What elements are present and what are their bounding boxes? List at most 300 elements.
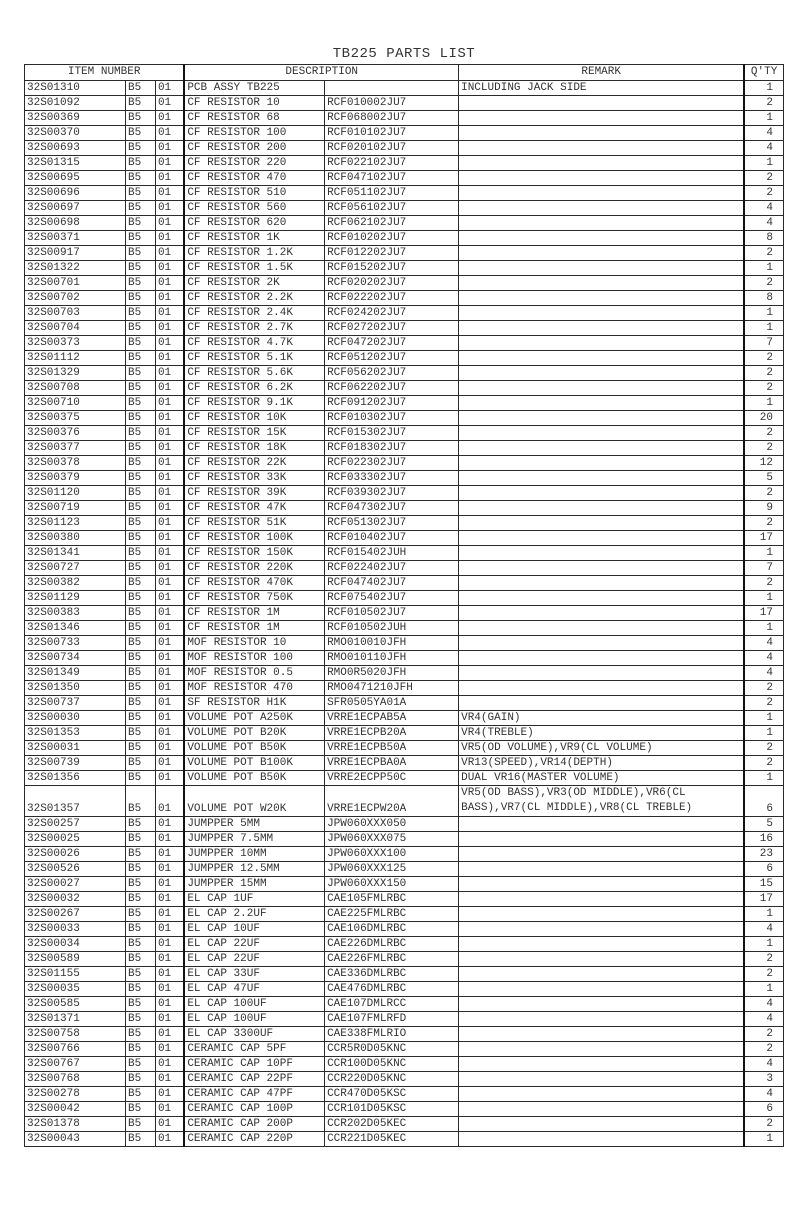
remark-cell: [459, 381, 745, 396]
sub-code-cell: 01: [155, 817, 184, 832]
group-code-cell: B5: [126, 1132, 156, 1147]
table-row: [25, 96, 784, 111]
table-row: [25, 156, 784, 171]
remark-cell: [459, 1132, 745, 1147]
remark-cell: [459, 1012, 745, 1027]
sub-code-cell: 01: [155, 606, 184, 621]
remark-cell: [459, 351, 745, 366]
description-cell: JUMPPER 10MM: [184, 847, 324, 862]
table-row: [25, 246, 784, 261]
part-code-cell: CCR202D05KEC: [325, 1117, 459, 1132]
description-cell: JUMPPER 5MM: [184, 817, 324, 832]
description-cell: EL CAP 33UF: [184, 967, 324, 982]
part-code-cell: RCF039302JU7: [325, 486, 459, 501]
item-number-cell: 32S00383: [25, 606, 126, 621]
description-cell: CF RESISTOR 2.7K: [184, 321, 324, 336]
item-number-cell: 32S00030: [25, 711, 126, 726]
group-code-cell: B5: [126, 276, 156, 291]
remark-cell: [459, 366, 745, 381]
qty-cell: 1: [744, 546, 783, 561]
table-row: [25, 1072, 784, 1087]
qty-cell: 2: [744, 696, 783, 711]
group-code-cell: B5: [126, 186, 156, 201]
description-cell: CF RESISTOR 39K: [184, 486, 324, 501]
item-number-cell: 32S00042: [25, 1102, 126, 1117]
qty-cell: 2: [744, 486, 783, 501]
part-code-cell: CAE226FMLRBC: [325, 952, 459, 967]
group-code-cell: B5: [126, 306, 156, 321]
table-row: [25, 922, 784, 937]
group-code-cell: B5: [126, 426, 156, 441]
remark-cell: [459, 636, 745, 651]
item-number-cell: 32S00369: [25, 111, 126, 126]
table-row: [25, 907, 784, 922]
group-code-cell: B5: [126, 366, 156, 381]
sub-code-cell: 01: [155, 456, 184, 471]
part-code-cell: RCF062202JU7: [325, 381, 459, 396]
remark-cell: [459, 171, 745, 186]
group-code-cell: B5: [126, 321, 156, 336]
table-row: [25, 321, 784, 336]
sub-code-cell: 01: [155, 126, 184, 141]
remark-cell: VR13(SPEED),VR14(DEPTH): [459, 756, 745, 771]
item-number-cell: 32S01378: [25, 1117, 126, 1132]
remark-cell: [459, 486, 745, 501]
item-number-cell: 32S01120: [25, 486, 126, 501]
sub-code-cell: 01: [155, 276, 184, 291]
item-number-cell: 32S01322: [25, 261, 126, 276]
sub-code-cell: 01: [155, 922, 184, 937]
part-code-cell: CCR5R0D05KNC: [325, 1042, 459, 1057]
sub-code-cell: 01: [155, 216, 184, 231]
sub-code-cell: 01: [155, 81, 184, 96]
table-row: [25, 201, 784, 216]
remark-cell: [459, 997, 745, 1012]
qty-cell: 2: [744, 681, 783, 696]
remark-cell: [459, 501, 745, 516]
qty-cell: 17: [744, 531, 783, 546]
item-number-cell: 32S00033: [25, 922, 126, 937]
item-number-cell: 32S01350: [25, 681, 126, 696]
qty-cell: 2: [744, 576, 783, 591]
qty-cell: 1: [744, 1132, 783, 1147]
description-cell: CF RESISTOR 1M: [184, 606, 324, 621]
description-cell: CF RESISTOR 47K: [184, 501, 324, 516]
qty-cell: 20: [744, 411, 783, 426]
item-number-cell: 32S00035: [25, 982, 126, 997]
description-cell: CERAMIC CAP 200P: [184, 1117, 324, 1132]
remark-cell: [459, 156, 745, 171]
part-code-cell: RCF010502JUH: [325, 621, 459, 636]
table-row: [25, 892, 784, 907]
table-row: [25, 231, 784, 246]
description-cell: CF RESISTOR 5.1K: [184, 351, 324, 366]
sub-code-cell: 01: [155, 591, 184, 606]
group-code-cell: B5: [126, 696, 156, 711]
item-number-cell: 32S00768: [25, 1072, 126, 1087]
sub-code-cell: 01: [155, 997, 184, 1012]
part-code-cell: RCF020202JU7: [325, 276, 459, 291]
qty-cell: 1: [744, 396, 783, 411]
item-number-cell: 32S00702: [25, 291, 126, 306]
remark-cell: [459, 982, 745, 997]
description-cell: EL CAP 22UF: [184, 952, 324, 967]
table-row: [25, 336, 784, 351]
sub-code-cell: 01: [155, 847, 184, 862]
description-cell: CF RESISTOR 1.2K: [184, 246, 324, 261]
table-row: [25, 621, 784, 636]
table-row: [25, 982, 784, 997]
remark-cell: [459, 336, 745, 351]
table-row: [25, 411, 784, 426]
sub-code-cell: 01: [155, 546, 184, 561]
part-code-cell: RCF068002JU7: [325, 111, 459, 126]
qty-cell: 2: [744, 441, 783, 456]
group-code-cell: B5: [126, 441, 156, 456]
part-code-cell: CCR221D05KEC: [325, 1132, 459, 1147]
description-cell: CF RESISTOR 560: [184, 201, 324, 216]
group-code-cell: B5: [126, 741, 156, 756]
sub-code-cell: 01: [155, 1132, 184, 1147]
group-code-cell: B5: [126, 111, 156, 126]
item-number-cell: 32S00034: [25, 937, 126, 952]
remark-cell: [459, 231, 745, 246]
table-row: [25, 786, 784, 817]
item-number-cell: 32S01353: [25, 726, 126, 741]
group-code-cell: B5: [126, 561, 156, 576]
group-code-cell: B5: [126, 817, 156, 832]
remark-cell: [459, 922, 745, 937]
table-row: [25, 817, 784, 832]
description-cell: CF RESISTOR 470K: [184, 576, 324, 591]
item-number-cell: 32S00703: [25, 306, 126, 321]
qty-cell: 4: [744, 126, 783, 141]
table-row: [25, 696, 784, 711]
remark-cell: [459, 952, 745, 967]
group-code-cell: B5: [126, 291, 156, 306]
qty-cell: 2: [744, 1117, 783, 1132]
description-cell: CF RESISTOR 1.5K: [184, 261, 324, 276]
remark-cell: [459, 561, 745, 576]
item-number-cell: 32S01155: [25, 967, 126, 982]
part-code-cell: RCF051202JU7: [325, 351, 459, 366]
description-cell: VOLUME POT B20K: [184, 726, 324, 741]
qty-cell: 4: [744, 997, 783, 1012]
table-row: [25, 546, 784, 561]
description-cell: JUMPPER 15MM: [184, 877, 324, 892]
item-number-cell: 32S01341: [25, 546, 126, 561]
remark-cell: [459, 576, 745, 591]
table-row: [25, 426, 784, 441]
remark-cell: [459, 892, 745, 907]
qty-cell: 9: [744, 501, 783, 516]
part-code-cell: RCF056102JU7: [325, 201, 459, 216]
description-cell: VOLUME POT W20K: [184, 786, 324, 817]
part-code-cell: CCR220D05KNC: [325, 1072, 459, 1087]
part-code-cell: CCR470D05KSC: [325, 1087, 459, 1102]
item-number-cell: 32S00032: [25, 892, 126, 907]
remark-cell: [459, 1027, 745, 1042]
part-code-cell: RCF075402JU7: [325, 591, 459, 606]
sub-code-cell: 01: [155, 726, 184, 741]
remark-cell: [459, 606, 745, 621]
description-cell: CF RESISTOR 22K: [184, 456, 324, 471]
sub-code-cell: 01: [155, 681, 184, 696]
sub-code-cell: 01: [155, 1057, 184, 1072]
sub-code-cell: 01: [155, 336, 184, 351]
group-code-cell: B5: [126, 1072, 156, 1087]
description-cell: EL CAP 100UF: [184, 997, 324, 1012]
description-cell: CF RESISTOR 9.1K: [184, 396, 324, 411]
group-code-cell: B5: [126, 156, 156, 171]
group-code-cell: B5: [126, 1012, 156, 1027]
group-code-cell: B5: [126, 576, 156, 591]
qty-cell: 4: [744, 1087, 783, 1102]
remark-cell: VR4(TREBLE): [459, 726, 745, 741]
table-row: [25, 366, 784, 381]
group-code-cell: B5: [126, 381, 156, 396]
item-number-cell: 32S01129: [25, 591, 126, 606]
remark-cell: [459, 291, 745, 306]
description-cell: VOLUME POT A250K: [184, 711, 324, 726]
sub-code-cell: 01: [155, 1027, 184, 1042]
qty-cell: 2: [744, 756, 783, 771]
table-row: [25, 1117, 784, 1132]
group-code-cell: B5: [126, 937, 156, 952]
remark-cell: VR5(OD VOLUME),VR9(CL VOLUME): [459, 741, 745, 756]
remark-cell: [459, 546, 745, 561]
table-row: [25, 967, 784, 982]
part-code-cell: CAE107DMLRCC: [325, 997, 459, 1012]
remark-cell: [459, 396, 745, 411]
parts-table: [24, 64, 784, 1147]
sub-code-cell: 01: [155, 786, 184, 817]
table-row: [25, 636, 784, 651]
item-number-cell: 32S00917: [25, 246, 126, 261]
table-row: [25, 516, 784, 531]
remark-cell: [459, 847, 745, 862]
sub-code-cell: 01: [155, 1117, 184, 1132]
part-code-cell: RCF010302JU7: [325, 411, 459, 426]
part-code-cell: [325, 81, 459, 96]
part-code-cell: RCF010402JU7: [325, 531, 459, 546]
item-number-cell: 32S00693: [25, 141, 126, 156]
description-cell: EL CAP 22UF: [184, 937, 324, 952]
qty-cell: 2: [744, 516, 783, 531]
header-description: DESCRIPTION: [184, 65, 458, 81]
remark-cell: [459, 877, 745, 892]
remark-cell: [459, 426, 745, 441]
group-code-cell: B5: [126, 1087, 156, 1102]
item-number-cell: 32S00739: [25, 756, 126, 771]
item-number-cell: 32S00708: [25, 381, 126, 396]
qty-cell: 1: [744, 591, 783, 606]
part-code-cell: RCF062102JU7: [325, 216, 459, 231]
sub-code-cell: 01: [155, 711, 184, 726]
qty-cell: 2: [744, 171, 783, 186]
table-row: [25, 937, 784, 952]
qty-cell: 2: [744, 741, 783, 756]
group-code-cell: B5: [126, 651, 156, 666]
group-code-cell: B5: [126, 681, 156, 696]
group-code-cell: B5: [126, 546, 156, 561]
table-row: [25, 351, 784, 366]
table-row: [25, 1087, 784, 1102]
part-code-cell: RCF027202JU7: [325, 321, 459, 336]
description-cell: CF RESISTOR 750K: [184, 591, 324, 606]
description-cell: MOF RESISTOR 100: [184, 651, 324, 666]
part-code-cell: RCF051302JU7: [325, 516, 459, 531]
qty-cell: 2: [744, 1042, 783, 1057]
remark-cell: [459, 907, 745, 922]
description-cell: CF RESISTOR 100K: [184, 531, 324, 546]
group-code-cell: B5: [126, 636, 156, 651]
qty-cell: 2: [744, 246, 783, 261]
remark-cell: [459, 621, 745, 636]
group-code-cell: B5: [126, 1042, 156, 1057]
description-cell: CERAMIC CAP 5PF: [184, 1042, 324, 1057]
description-cell: CF RESISTOR 5.6K: [184, 366, 324, 381]
group-code-cell: B5: [126, 246, 156, 261]
description-cell: JUMPPER 7.5MM: [184, 832, 324, 847]
table-row: [25, 666, 784, 681]
part-code-cell: VRRE1ECPBA0A: [325, 756, 459, 771]
table-row: [25, 847, 784, 862]
item-number-cell: 32S00373: [25, 336, 126, 351]
sub-code-cell: 01: [155, 937, 184, 952]
remark-cell: [459, 246, 745, 261]
group-code-cell: B5: [126, 756, 156, 771]
qty-cell: 2: [744, 426, 783, 441]
qty-cell: 5: [744, 471, 783, 486]
item-number-cell: 32S00380: [25, 531, 126, 546]
table-row: [25, 877, 784, 892]
qty-cell: 4: [744, 216, 783, 231]
item-number-cell: 32S01329: [25, 366, 126, 381]
part-code-cell: RCF024202JU7: [325, 306, 459, 321]
part-code-cell: CAE225FMLRBC: [325, 907, 459, 922]
part-code-cell: RCF022302JU7: [325, 456, 459, 471]
sub-code-cell: 01: [155, 651, 184, 666]
part-code-cell: RCF020102JU7: [325, 141, 459, 156]
part-code-cell: JPW060XXX050: [325, 817, 459, 832]
part-code-cell: CAE476DMLRBC: [325, 982, 459, 997]
qty-cell: 4: [744, 141, 783, 156]
group-code-cell: B5: [126, 711, 156, 726]
item-number-cell: 32S01315: [25, 156, 126, 171]
group-code-cell: B5: [126, 171, 156, 186]
qty-cell: 1: [744, 907, 783, 922]
table-row: [25, 261, 784, 276]
part-code-cell: RCF015402JUH: [325, 546, 459, 561]
sub-code-cell: 01: [155, 666, 184, 681]
item-number-cell: 32S00696: [25, 186, 126, 201]
remark-cell: VR5(OD BASS),VR3(OD MIDDLE),VR6(CL BASS),VR7(CL MIDDLE),VR8(CL TREBLE): [459, 786, 745, 817]
table-row: [25, 756, 784, 771]
description-cell: CERAMIC CAP 100P: [184, 1102, 324, 1117]
description-cell: CF RESISTOR 33K: [184, 471, 324, 486]
description-cell: CERAMIC CAP 47PF: [184, 1087, 324, 1102]
table-row: [25, 952, 784, 967]
table-row: [25, 291, 784, 306]
part-code-cell: VRRE2ECPP50C: [325, 771, 459, 786]
table-row: [25, 396, 784, 411]
sub-code-cell: 01: [155, 967, 184, 982]
item-number-cell: 32S00704: [25, 321, 126, 336]
sub-code-cell: 01: [155, 696, 184, 711]
sub-code-cell: 01: [155, 321, 184, 336]
sub-code-cell: 01: [155, 621, 184, 636]
sub-code-cell: 01: [155, 832, 184, 847]
sub-code-cell: 01: [155, 411, 184, 426]
part-code-cell: RCF047102JU7: [325, 171, 459, 186]
qty-cell: 8: [744, 231, 783, 246]
group-code-cell: B5: [126, 471, 156, 486]
item-number-cell: 32S00031: [25, 741, 126, 756]
part-code-cell: CCR100D05KNC: [325, 1057, 459, 1072]
group-code-cell: B5: [126, 771, 156, 786]
part-code-cell: RCF012202JU7: [325, 246, 459, 261]
group-code-cell: B5: [126, 591, 156, 606]
qty-cell: 2: [744, 366, 783, 381]
item-number-cell: 32S01356: [25, 771, 126, 786]
part-code-cell: CAE107FMLRFD: [325, 1012, 459, 1027]
remark-cell: [459, 967, 745, 982]
qty-cell: 15: [744, 877, 783, 892]
description-cell: CF RESISTOR 18K: [184, 441, 324, 456]
group-code-cell: B5: [126, 96, 156, 111]
item-number-cell: 32S00027: [25, 877, 126, 892]
remark-cell: INCLUDING JACK SIDE: [459, 81, 745, 96]
group-code-cell: B5: [126, 1117, 156, 1132]
sub-code-cell: 01: [155, 771, 184, 786]
header-qty: Q'TY: [744, 65, 783, 81]
table-row: [25, 651, 784, 666]
group-code-cell: B5: [126, 726, 156, 741]
sub-code-cell: 01: [155, 201, 184, 216]
table-row: [25, 186, 784, 201]
qty-cell: 8: [744, 291, 783, 306]
item-number-cell: 32S00719: [25, 501, 126, 516]
remark-cell: [459, 96, 745, 111]
group-code-cell: B5: [126, 967, 156, 982]
part-code-cell: VRRE1ECPB20A: [325, 726, 459, 741]
sub-code-cell: 01: [155, 862, 184, 877]
table-row: [25, 1042, 784, 1057]
sub-code-cell: 01: [155, 486, 184, 501]
table-row: [25, 501, 784, 516]
sub-code-cell: 01: [155, 1072, 184, 1087]
item-number-cell: 32S00585: [25, 997, 126, 1012]
qty-cell: 7: [744, 561, 783, 576]
table-row: [25, 591, 784, 606]
sub-code-cell: 01: [155, 561, 184, 576]
item-number-cell: 32S01349: [25, 666, 126, 681]
group-code-cell: B5: [126, 847, 156, 862]
description-cell: VOLUME POT B100K: [184, 756, 324, 771]
remark-cell: [459, 111, 745, 126]
description-cell: EL CAP 10UF: [184, 922, 324, 937]
sub-code-cell: 01: [155, 756, 184, 771]
part-code-cell: RMO010010JFH: [325, 636, 459, 651]
sub-code-cell: 01: [155, 636, 184, 651]
part-code-cell: CCR101D05KSC: [325, 1102, 459, 1117]
page-title: TB225 PARTS LIST: [332, 46, 476, 62]
qty-cell: 2: [744, 967, 783, 982]
sub-code-cell: 01: [155, 531, 184, 546]
qty-cell: 1: [744, 711, 783, 726]
qty-cell: 4: [744, 666, 783, 681]
